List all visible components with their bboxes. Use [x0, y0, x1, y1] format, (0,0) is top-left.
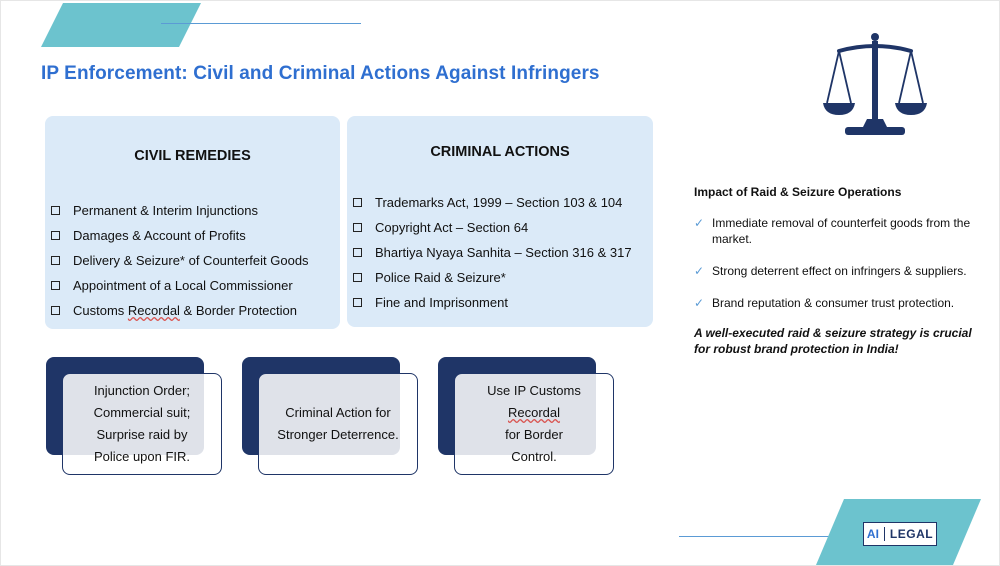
top-accent-shape — [41, 3, 201, 47]
list-item-text: Damages & Account of Profits — [73, 228, 246, 243]
list-item-text: Fine and Imprisonment — [375, 295, 508, 310]
card-line — [487, 402, 581, 446]
card-text — [487, 380, 581, 468]
impact-note: A well-executed raid & seizure strategy is crucial for robust brand protection in India! — [694, 326, 972, 356]
list-item — [51, 298, 309, 323]
list-item-text: Trademarks Act, 1999 – Section 103 & 104 — [375, 195, 623, 210]
text-prefix: Customs — [73, 303, 128, 318]
card-line: Control. — [511, 449, 557, 464]
impact-point-text: Brand reputation & consumer trust protection. — [712, 296, 955, 310]
impact-section — [694, 185, 984, 357]
list-item-text — [73, 303, 297, 318]
square-bullet-icon — [51, 206, 60, 215]
card-text — [277, 402, 398, 446]
page-title: IP Enforcement: Civil and Criminal Actions Against Infringers — [41, 63, 600, 84]
spellcheck-underlined-word: Recordal — [507, 405, 561, 420]
list-item — [51, 273, 309, 298]
list-item-text: Appointment of a Local Commissioner — [73, 278, 293, 293]
ai-legal-logo — [863, 522, 937, 546]
impact-point — [694, 263, 984, 279]
list-item — [51, 223, 309, 248]
criminal-actions-heading: CRIMINAL ACTIONS — [430, 144, 570, 160]
card-line-rest: for Border — [505, 427, 563, 442]
list-item-text: Copyright Act – Section 64 — [375, 220, 529, 235]
summary-card-criminal — [258, 373, 418, 475]
list-item-text: Permanent & Interim Injunctions — [73, 203, 258, 218]
civil-remedies-list — [51, 198, 309, 323]
square-bullet-icon — [51, 256, 60, 265]
list-item — [353, 290, 632, 315]
square-bullet-icon — [51, 306, 60, 315]
card-line: Surprise raid by — [96, 427, 188, 442]
square-bullet-icon — [353, 223, 362, 232]
card-line: Use IP Customs — [487, 383, 581, 398]
list-item — [353, 215, 632, 240]
impact-point-text: Strong deterrent effect on infringers & suppliers. — [712, 264, 967, 278]
impact-heading: Impact of Raid & Seizure Operations — [694, 185, 902, 199]
checkmark-icon: ✓ — [694, 264, 705, 278]
checkmark-icon: ✓ — [694, 216, 705, 230]
logo-ai-text: AI — [866, 527, 879, 541]
card-line: Stronger Deterrence. — [277, 427, 399, 442]
criminal-actions-panel — [347, 116, 653, 327]
logo-legal-text: LEGAL — [884, 527, 933, 541]
summary-card-customs — [454, 373, 614, 475]
criminal-actions-list — [353, 190, 632, 315]
list-item — [353, 265, 632, 290]
top-accent-line — [161, 23, 361, 24]
scales-of-justice-icon — [819, 31, 931, 139]
square-bullet-icon — [353, 248, 362, 257]
square-bullet-icon — [51, 231, 60, 240]
square-bullet-icon — [353, 298, 362, 307]
bottom-accent-line — [679, 536, 829, 537]
square-bullet-icon — [51, 281, 60, 290]
card-line: Injunction Order; — [93, 383, 191, 398]
impact-point — [694, 215, 984, 247]
list-item — [51, 248, 309, 273]
list-item — [353, 190, 632, 215]
square-bullet-icon — [353, 273, 362, 282]
card-line: Police upon FIR. — [93, 449, 191, 464]
civil-remedies-panel — [45, 116, 340, 329]
card-line: Criminal Action for — [285, 405, 391, 420]
checkmark-icon: ✓ — [694, 296, 705, 310]
card-text — [94, 380, 191, 468]
list-item-text: Bhartiya Nyaya Sanhita – Section 316 & 317 — [375, 245, 632, 260]
impact-point-text: Immediate removal of counterfeit goods from the market. — [712, 216, 971, 246]
impact-point — [694, 295, 984, 311]
card-line: Commercial suit; — [93, 405, 191, 420]
list-item — [353, 240, 632, 265]
list-item-text: Delivery & Seizure* of Counterfeit Goods — [73, 253, 309, 268]
civil-remedies-heading: CIVIL REMEDIES — [134, 148, 251, 164]
square-bullet-icon — [353, 198, 362, 207]
list-item-text: Police Raid & Seizure* — [375, 270, 506, 285]
list-item — [51, 198, 309, 223]
text-suffix: & Border Protection — [179, 303, 297, 318]
spellcheck-underlined-word: Recordal — [127, 303, 180, 318]
summary-card-civil — [62, 373, 222, 475]
